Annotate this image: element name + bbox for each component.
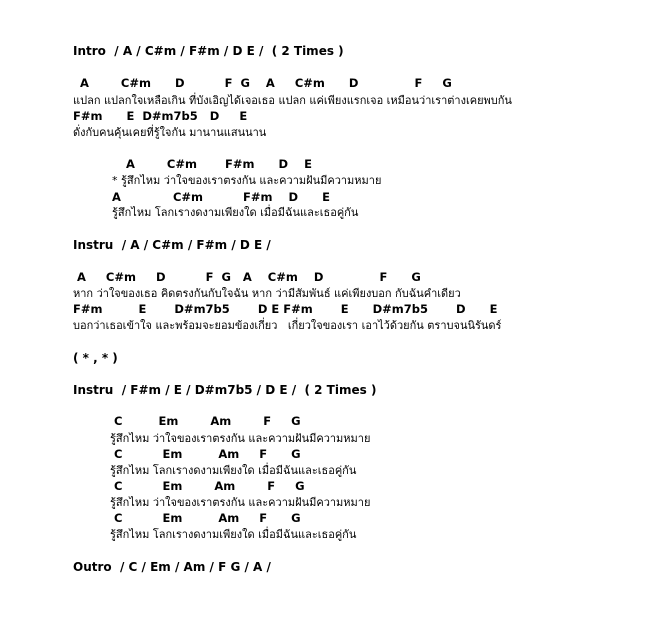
verse2-lyric-line: หาก ว่าใจของเธอ คิดตรงกันกับใจฉัน หาก ว่ามีสัมพันธ์ แค่เพียงบอก กับฉันคำเดียว: [73, 287, 461, 300]
chorus2-chord-line: C Em Am F G: [114, 479, 305, 493]
verse2-lyric-line: บอกว่าเธอเข้าใจ และพร้อมจะยอมข้องเกี่ยว เกี่ยวใจของเรา เอาไว้ด้วยกัน ตราบจนนิรันดร์: [73, 319, 502, 332]
intro-section-heading: Intro / A / C#m / F#m / D E / ( 2 Times ): [73, 44, 344, 58]
verse1-lyric-line: แปลก แปลกใจเหลือเกิน ที่บังเอิญได้เจอเธอ แปลก แค่เพียงแรกเจอ เหมือนว่าเราต่างเคยพบกัน: [73, 94, 512, 107]
verse1-chord-line: F#m E D#m7b5 D E: [73, 109, 248, 123]
chorus1-lyric-line: * รู้สึกไหม ว่าใจของเราตรงกัน และความฝันมีความหมาย: [112, 174, 382, 187]
chorus2-chord-line: C Em Am F G: [114, 447, 301, 461]
chorus2-lyric-line: รู้สึกไหม ว่าใจของเราตรงกัน และความฝันมีความหมาย: [110, 496, 371, 509]
outro-section-heading: Outro / C / Em / Am / F G / A /: [73, 560, 271, 574]
verse2-chord-line: A C#m D F G A C#m D F G: [77, 270, 421, 284]
instru1-section-heading: Instru / A / C#m / F#m / D E /: [73, 238, 271, 252]
chorus1-lyric-line: รู้สึกไหม โลกเรางดงามเพียงใด เมื่อมีฉันและเธอคู่กัน: [112, 206, 359, 219]
chorus1-chord-line: A C#m F#m D E: [112, 190, 330, 204]
chorus2-lyric-line: รู้สึกไหม ว่าใจของเราตรงกัน และความฝันมีความหมาย: [110, 432, 371, 445]
chorus2-chord-line: C Em Am F G: [114, 414, 301, 428]
verse1-chord-line: A C#m D F G A C#m D F G: [80, 76, 452, 90]
verse2-chord-line: F#m E D#m7b5 D E F#m E D#m7b5 D E: [73, 302, 498, 316]
chorus1-chord-line: A C#m F#m D E: [126, 157, 312, 171]
chorus2-chord-line: C Em Am F G: [114, 511, 301, 525]
repeat-marker: ( * , * ): [73, 351, 118, 365]
chorus2-lyric-line: รู้สึกไหม โลกเรางดงามเพียงใด เมื่อมีฉันและเธอคู่กัน: [110, 528, 357, 541]
chorus2-lyric-line: รู้สึกไหม โลกเรางดงามเพียงใด เมื่อมีฉันและเธอคู่กัน: [110, 464, 357, 477]
instru2-section-heading: Instru / F#m / E / D#m7b5 / D E / ( 2 Times ): [73, 383, 377, 397]
verse1-lyric-line: ดั่งกับคนคุ้นเคยที่รู้ใจกัน มานานแสนนาน: [73, 126, 267, 139]
